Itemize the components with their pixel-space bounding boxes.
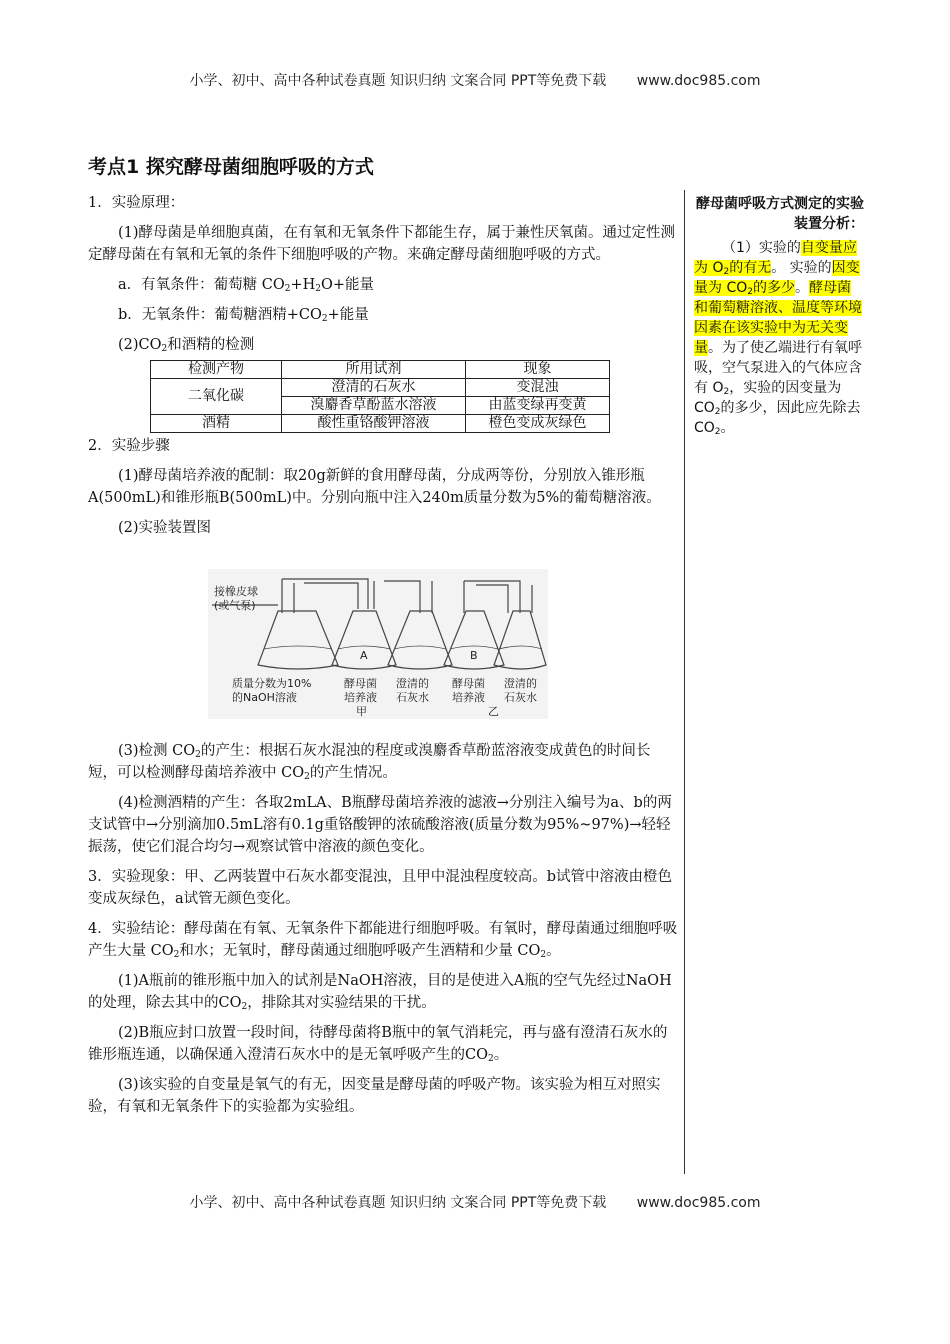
note-2: (2)B瓶应封口放置一段时间，待酵母菌将B瓶中的氧气消耗完，再与盛有澄清石灰水的锥形瓶连通，以确保通入澄清石灰水中的是无氧呼吸产生的$CO_2$。 [88,1025,668,1064]
fig-caption: 石灰水 [396,691,429,704]
fig-label-b: B [470,649,478,662]
conclusion: 4．实验结论：酵母菌在有氧、无氧条件下都能进行细胞呼吸。有氧时，酵母菌通过细胞呼吸产生大量 $CO_2$和水；无氧时，酵母菌通过细胞呼吸产生酒精和少量 $CO_2$。 [88,921,678,960]
fig-caption: 澄清的 [504,677,537,690]
column-divider [684,190,685,1174]
fig-caption: 澄清的 [396,677,429,690]
fig-group-yi: 乙 [488,705,499,718]
table-cell: 二氧化碳 [151,379,282,415]
footer-text: 小学、初中、高中各种试卷真题 知识归纳 文案合同 PPT等免费下载 [189,1195,607,1211]
page-header [0,70,950,90]
principle-p1: (1)酵母菌是单细胞真菌，在有氧和无氧条件下都能生存，属于兼性厌氧菌。通过定性测定酵母菌在有氧和无氧的条件下细胞呼吸的产物。来确定酵母菌细胞呼吸的方式。 [88,225,676,263]
table-cell: 酒精 [151,415,282,433]
table-header: 所用试剂 [282,361,466,379]
principle-heading: 1．实验原理： [88,195,185,211]
table-cell: 澄清的石灰水 [282,379,466,397]
section-title: 考点1 探究酵母菌细胞呼吸的方式 [88,156,374,178]
aerobic-equation: a．有氧条件：葡萄糖 $CO_2+H_2O+$能量 [118,277,375,294]
steps-p4: (4)检测酒精的产生：各取2mLA、B瓶酵母菌培养液的滤液→分别注入编号为a、b的两支试管中→分别滴加0.5mL溶有0.1g重铬酸钾的浓硫酸溶液(质量分数为95%~97%)→轻轻振荡，使它们混合均匀→观察试管中溶液的颜色变化。 [88,795,672,855]
highlight: 酵母菌和葡萄糖溶液、温度等环境因素在该实验中为无关变量 [694,280,862,356]
header-site: www.doc985.com [636,73,761,89]
side-note-title: 酵母菌呼吸方式测定的实验装置分析： [696,196,864,232]
table-header: 检测产物 [151,361,282,379]
side-note [694,194,864,438]
footer-site: www.doc985.com [636,1195,761,1211]
steps-p1: (1)酵母菌培养液的配制：取20g新鲜的食用酵母菌，分成两等份，分别放入锥形瓶A(500mL)和锥形瓶B(500mL)中。分别向瓶中注入240m质量分数为5%的葡萄糖溶液。 [88,468,661,506]
fig-caption: 酵母菌 [344,677,377,690]
fig-caption: 质量分数为10% [232,677,312,690]
table-cell: 橙色变成灰绿色 [466,415,610,433]
fig-label-a: A [360,649,368,662]
fig-group-jia: 甲 [356,705,367,718]
steps-p3: (3)检测 $CO_2$的产生：根据石灰水混浊的程度或溴麝香草酚蓝溶液变成黄色的时间长短，可以检测酵母菌培养液中 $CO_2$的产生情况。 [88,743,651,782]
table-cell: 由蓝变绿再变黄 [466,397,610,415]
page-footer [0,1192,950,1212]
side-note-body: （1）实验的自变量应为 $O_2$的有无。 实验的因变量为 $CO_2$的多少。酵母菌和葡萄糖溶液、温度等环境因素在该实验中为无关变量。为了使乙端进行有氧呼吸，空气泵进入的气体应含有 $O_2$，实验的因变量为 $CO_2$的多少，因此应先除去 $CO_2$。 [694,240,862,437]
anaerobic-equation: b．无氧条件：葡萄糖酒精$+CO_2+$能量 [118,307,369,324]
main-content [88,192,678,1126]
fig-pump-label: (或气泵) [214,599,256,612]
note-3: (3)该实验的自变量是氧气的有无，因变量是酵母菌的呼吸产物。该实验为相互对照实验，有氧和无氧条件下的实验都为实验组。 [88,1077,661,1115]
note-1: (1)A瓶前的锥形瓶中加入的试剂是NaOH溶液，目的是使进入A瓶的空气先经过NaOH的处理，除去其中的$CO_2$，排除其对实验结果的干扰。 [88,973,672,1012]
steps-heading: 2．实验步骤 [88,438,170,454]
highlight: 因变量为 $CO_2$的多少 [694,260,860,297]
steps-p2: (2)实验装置图 [118,520,212,536]
fig-pump-label: 接橡皮球 [214,585,258,598]
header-text: 小学、初中、高中各种试卷真题 知识归纳 文案合同 PPT等免费下载 [189,73,607,89]
fig-caption: 石灰水 [504,691,537,704]
fig-caption: 的NaOH溶液 [232,691,297,704]
table-header: 现象 [466,361,610,379]
detection-heading: $(2)CO_2$和酒精的检测 [118,337,255,354]
fig-caption: 培养液 [452,691,485,704]
table-cell: 变混浊 [466,379,610,397]
highlight: 自变量应为 $O_2$的有无 [694,240,857,277]
table-cell: 酸性重铬酸钾溶液 [282,415,466,433]
detection-table [150,360,610,433]
table-cell: 溴麝香草酚蓝水溶液 [282,397,466,415]
fig-caption: 培养液 [344,691,377,704]
phenomenon: 3．实验现象：甲、乙两装置中石灰水都变混浊，且甲中混浊程度较高。b试管中溶液由橙色变成灰绿色，a试管无颜色变化。 [88,869,673,907]
fig-caption: 酵母菌 [452,677,485,690]
apparatus-figure [208,569,548,719]
